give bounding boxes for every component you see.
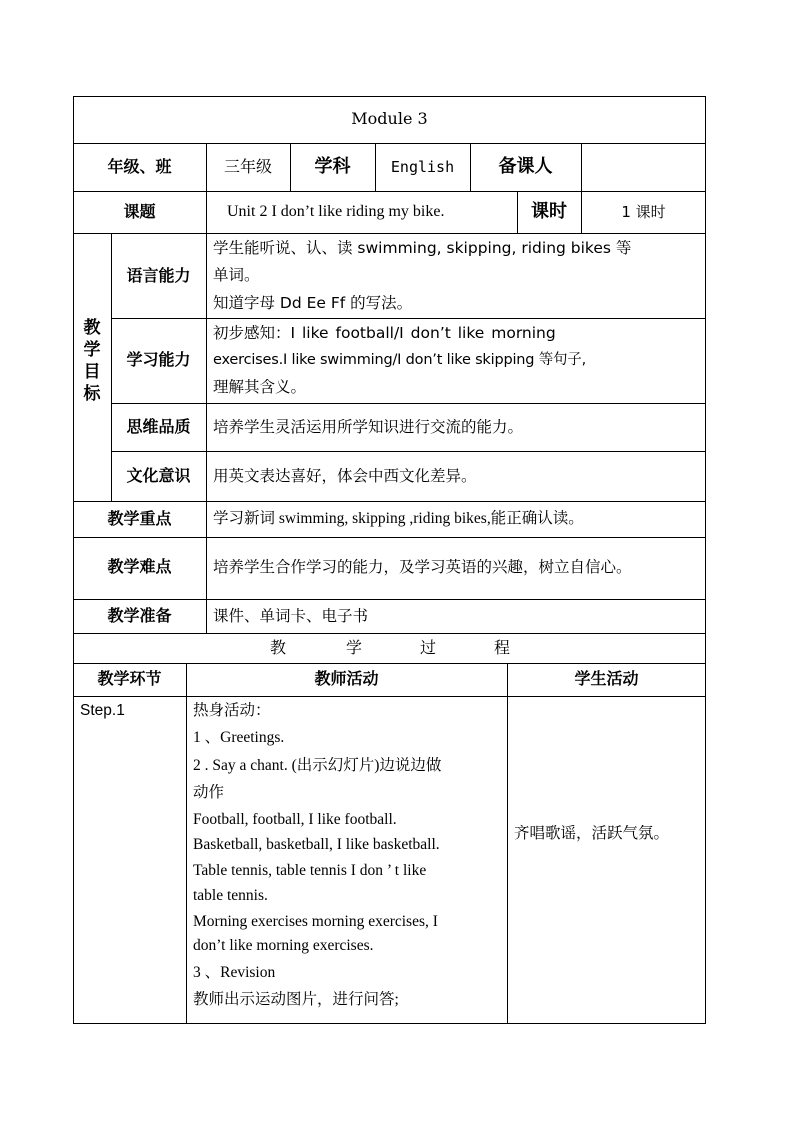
col-divider: [507, 663, 508, 1024]
row-divider: [73, 537, 706, 538]
grade-value: 三年级: [223, 157, 272, 176]
culture-text: 用英文表达喜好，体会中西文化差异。: [213, 467, 477, 485]
col-divider: [206, 233, 207, 633]
student-column-header: 学生活动: [574, 669, 639, 688]
row-divider: [73, 663, 706, 664]
teacher-activity-line: 教师出示运动图片，进行问答;: [193, 991, 399, 1008]
preparation-label: 教学准备: [107, 606, 172, 625]
subject-value: English: [390, 158, 455, 176]
thinking-text: 培养学生灵活运用所学知识进行交流的能力。: [213, 418, 524, 436]
col-divider: [581, 143, 582, 191]
student-activity-text: 齐唱歌谣，活跃气氛。: [514, 824, 670, 842]
teacher-activity-line: Morning exercises morning exercises, I: [193, 913, 438, 930]
row-divider: [73, 233, 706, 234]
teacher-activity-line: 热身活动：: [193, 702, 271, 719]
row-divider: [111, 451, 706, 452]
thinking-label: 思维品质: [126, 417, 191, 436]
goals-char: 目: [83, 362, 101, 382]
row-divider: [111, 318, 706, 319]
learning-label: 学习能力: [126, 350, 191, 369]
topic-value: Unit 2 I don’t like riding my bike.: [227, 203, 445, 220]
key-points-text: 学习新词 swimming, skipping ,riding bikes,能正确认读。: [213, 510, 584, 527]
culture-label: 文化意识: [126, 466, 191, 485]
learning-line: 理解其含义。: [213, 378, 307, 396]
learning-line: 初步感知：I like football/I don’t like morning: [213, 324, 556, 342]
preparation-text: 课件、单词卡、电子书: [213, 607, 369, 625]
hours-label: 课时: [531, 201, 567, 222]
stage-column-header: 教学环节: [97, 669, 162, 688]
language-line: 学生能听说、认、读 swimming, skipping, riding bikes 等: [213, 239, 632, 257]
grade-label: 年级、班: [107, 157, 172, 176]
row-divider: [73, 143, 706, 144]
teacher-activity-line: don’t like morning exercises.: [193, 937, 374, 954]
subject-label: 学科: [314, 156, 351, 177]
language-line: 知道字母 Dd Ee Ff 的写法。: [213, 294, 413, 312]
goals-char: 标: [83, 384, 101, 404]
process-title-char: 学: [346, 638, 363, 657]
difficulties-text: 培养学生合作学习的能力，及学习英语的兴趣，树立自信心。: [213, 558, 632, 576]
learning-line: exercises.I like swimming/I don’t like skipping 等句子,: [213, 352, 587, 368]
key-points-label: 教学重点: [107, 509, 172, 528]
row-divider: [111, 403, 706, 404]
language-line: 单词。: [213, 266, 260, 284]
hours-value: 1 课时: [621, 203, 666, 221]
goals-char: 学: [83, 340, 101, 360]
teacher-activity-line: 1 、Greetings.: [193, 729, 285, 746]
row-divider: [73, 696, 706, 697]
teacher-activity-line: Football, football, I like football.: [193, 811, 397, 828]
process-title-char: 程: [494, 638, 511, 657]
language-label: 语言能力: [126, 266, 191, 285]
teacher-activity-line: 3 、Revision: [193, 964, 276, 981]
row-divider: [73, 191, 706, 192]
topic-label: 课题: [123, 202, 156, 221]
col-divider: [186, 663, 187, 1024]
row-divider: [73, 633, 706, 634]
row-divider: [73, 501, 706, 502]
teacher-activity-line: table tennis.: [193, 887, 268, 904]
col-divider: [206, 191, 207, 233]
step-label: Step.1: [80, 702, 125, 719]
goals-section-label: [82, 317, 102, 405]
teacher-activity-line: 2 . Say a chant. (出示幻灯片)边说边做: [193, 757, 442, 774]
teacher-activity-line: Table tennis, table tennis I don ’ t like: [193, 862, 427, 879]
teacher-activity-line: 动作: [193, 784, 225, 801]
row-divider: [73, 599, 706, 600]
teacher-column-header: 教师活动: [314, 669, 379, 688]
difficulties-label: 教学难点: [107, 557, 172, 576]
process-title-char: 过: [420, 638, 437, 657]
teacher-activity-line: Basketball, basketball, I like basketball.: [193, 836, 440, 853]
process-title-char: 教: [270, 638, 287, 657]
goals-char: 教: [83, 318, 101, 338]
module-title: Module 3: [351, 109, 428, 128]
preparer-label: 备课人: [498, 156, 553, 177]
